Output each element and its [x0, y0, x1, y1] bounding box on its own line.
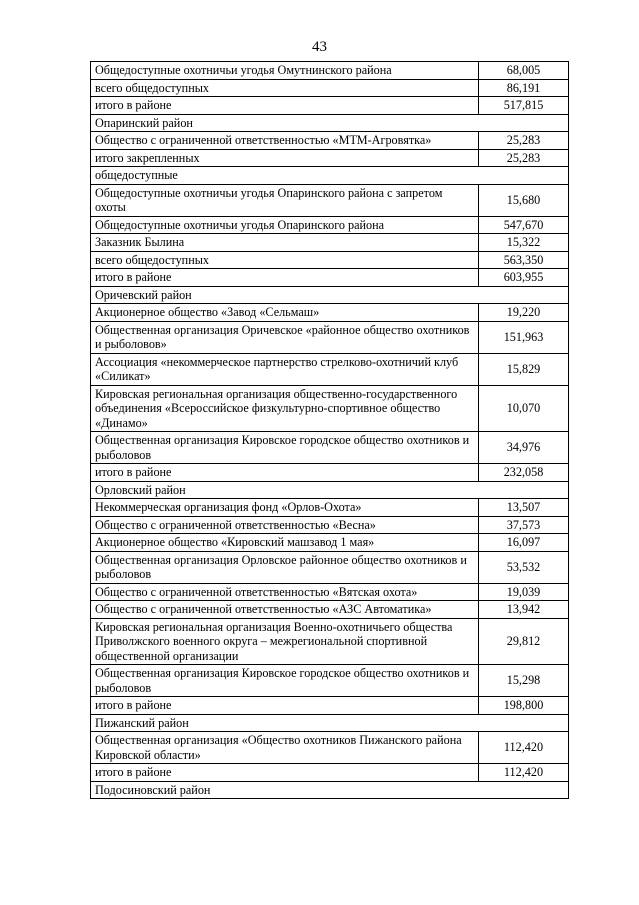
organization-name: итого в районе: [91, 269, 479, 287]
area-value: 15,322: [479, 234, 569, 252]
table-row: [91, 432, 569, 464]
table-row: [91, 516, 569, 534]
area-value: 37,573: [479, 516, 569, 534]
section-heading: Подосиновский район: [91, 781, 569, 799]
area-value: 19,039: [479, 583, 569, 601]
section-heading: общедоступные: [91, 167, 569, 185]
organization-name: Общество с ограниченной ответственностью «АЗС Автоматика»: [91, 601, 479, 619]
organization-name: Общественная организация Орловское районное общество охотников и рыболовов: [91, 551, 479, 583]
table-row: [91, 97, 569, 115]
area-value: 13,942: [479, 601, 569, 619]
table-row: [91, 251, 569, 269]
table-row: [91, 764, 569, 782]
area-value: 19,220: [479, 304, 569, 322]
table-row: [91, 385, 569, 432]
table-row: [91, 216, 569, 234]
area-value: 25,283: [479, 132, 569, 150]
organization-name: всего общедоступных: [91, 251, 479, 269]
area-value: 53,532: [479, 551, 569, 583]
table-row: [91, 353, 569, 385]
organization-name: итого в районе: [91, 464, 479, 482]
area-value: 16,097: [479, 534, 569, 552]
area-value: 563,350: [479, 251, 569, 269]
organization-name: Кировская региональная организация общественно-государственного объединения «Всероссийское физкультурно-спортивное общество «Динамо»: [91, 385, 479, 432]
table-row: [91, 149, 569, 167]
table-row: [91, 665, 569, 697]
area-value: 25,283: [479, 149, 569, 167]
organization-name: Общество с ограниченной ответственностью «Весна»: [91, 516, 479, 534]
area-value: 13,507: [479, 499, 569, 517]
organization-name: всего общедоступных: [91, 79, 479, 97]
organization-name: итого закрепленных: [91, 149, 479, 167]
area-value: 112,420: [479, 732, 569, 764]
area-value: 29,812: [479, 618, 569, 665]
section-heading: Орловский район: [91, 481, 569, 499]
area-value: 603,955: [479, 269, 569, 287]
section-row: [91, 286, 569, 304]
table-row: [91, 269, 569, 287]
area-value: 10,070: [479, 385, 569, 432]
organization-name: Ассоциация «некоммерческое партнерство стрелково-охотничий клуб «Силикат»: [91, 353, 479, 385]
area-value: 86,191: [479, 79, 569, 97]
table-row: [91, 79, 569, 97]
table-row: [91, 732, 569, 764]
area-value: 517,815: [479, 97, 569, 115]
area-value: 15,298: [479, 665, 569, 697]
hunting-grounds-table: [90, 61, 569, 799]
organization-name: Общественная организация Кировское городское общество охотников и рыболовов: [91, 665, 479, 697]
organization-name: Общественная организация Оричевское «районное общество охотников и рыболовов»: [91, 321, 479, 353]
area-value: 547,670: [479, 216, 569, 234]
section-row: [91, 114, 569, 132]
table-row: [91, 184, 569, 216]
table-row: [91, 62, 569, 80]
page-number: 43: [312, 39, 327, 55]
organization-name: Акционерное общество «Кировский машзавод 1 мая»: [91, 534, 479, 552]
table-row: [91, 499, 569, 517]
area-value: 15,680: [479, 184, 569, 216]
area-value: 68,005: [479, 62, 569, 80]
area-value: 15,829: [479, 353, 569, 385]
organization-name: Заказник Былина: [91, 234, 479, 252]
table-row: [91, 464, 569, 482]
organization-name: Общедоступные охотничьи угодья Опаринского района: [91, 216, 479, 234]
organization-name: итого в районе: [91, 697, 479, 715]
organization-name: Общество с ограниченной ответственностью «МТМ-Агровятка»: [91, 132, 479, 150]
section-row: [91, 781, 569, 799]
organization-name: Общедоступные охотничьи угодья Опаринского района с запретом охоты: [91, 184, 479, 216]
table-row: [91, 132, 569, 150]
section-heading: Опаринский район: [91, 114, 569, 132]
table-row: [91, 304, 569, 322]
table-row: [91, 551, 569, 583]
area-value: 151,963: [479, 321, 569, 353]
table-body: [91, 62, 569, 799]
table-row: [91, 534, 569, 552]
area-value: 198,800: [479, 697, 569, 715]
section-row: [91, 481, 569, 499]
area-value: 112,420: [479, 764, 569, 782]
organization-name: Общественная организация Кировское городское общество охотников и рыболовов: [91, 432, 479, 464]
table-row: [91, 234, 569, 252]
organization-name: Общество с ограниченной ответственностью «Вятская охота»: [91, 583, 479, 601]
organization-name: Некоммерческая организация фонд «Орлов-Охота»: [91, 499, 479, 517]
table-row: [91, 601, 569, 619]
organization-name: итого в районе: [91, 764, 479, 782]
section-heading: Оричевский район: [91, 286, 569, 304]
section-row: [91, 167, 569, 185]
table-row: [91, 618, 569, 665]
organization-name: итого в районе: [91, 97, 479, 115]
area-value: 232,058: [479, 464, 569, 482]
organization-name: Кировская региональная организация Военно-охотничьего общества Приволжского военного округа – межрегиональной спортивной общественной организации: [91, 618, 479, 665]
organization-name: Общественная организация «Общество охотников Пижанского района Кировской области»: [91, 732, 479, 764]
organization-name: Акционерное общество «Завод «Сельмаш»: [91, 304, 479, 322]
organization-name: Общедоступные охотничьи угодья Омутнинского района: [91, 62, 479, 80]
section-heading: Пижанский район: [91, 714, 569, 732]
area-value: 34,976: [479, 432, 569, 464]
table-row: [91, 697, 569, 715]
table-row: [91, 321, 569, 353]
table-row: [91, 583, 569, 601]
section-row: [91, 714, 569, 732]
